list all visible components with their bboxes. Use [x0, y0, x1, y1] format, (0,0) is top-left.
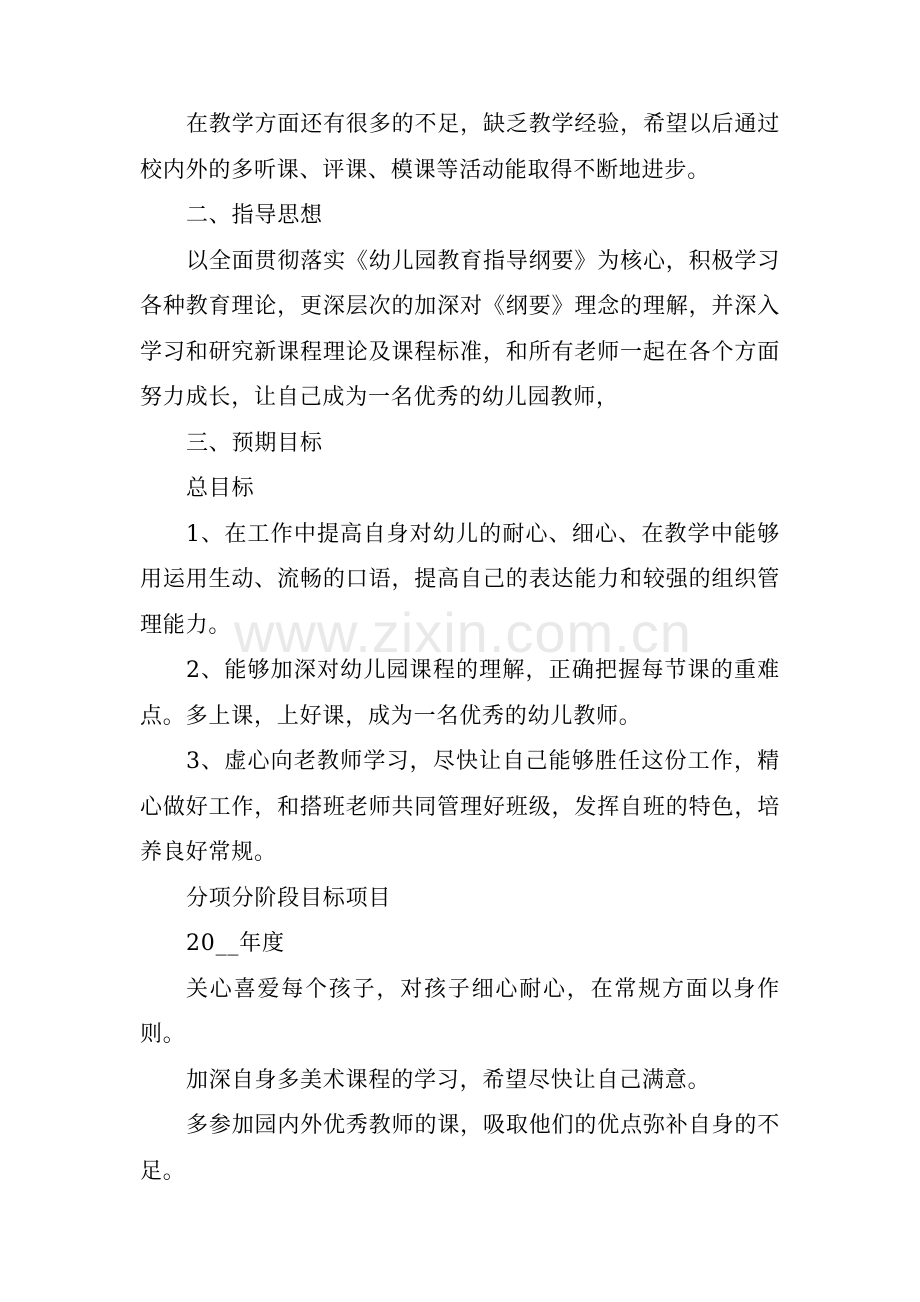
- document-body: [140, 102, 780, 1194]
- phased-goal-2: 加深自身多美术课程的学习，希望尽快让自己满意。: [186, 1067, 711, 1093]
- section-heading-expected-goals: 三、预期目标: [186, 430, 323, 456]
- section-heading-guiding-ideology: 二、指导思想: [186, 203, 323, 228]
- goal-item-1: 1、在工作中提高自身对幼儿的耐心、细心、在教学中能够用运用生动、流畅的口语，提高自己的表达能力和较强的组织管理能力。: [140, 521, 780, 638]
- watermark: www.zixin.com.cn: [234, 601, 692, 664]
- phased-goal-3: 多参加园内外优秀教师的课，吸取他们的优点弥补自身的不足。: [140, 1113, 780, 1184]
- year-label: 20__年度: [186, 931, 285, 956]
- phased-goal-1: 关心喜爱每个孩子，对孩子细心耐心，在常规方面以身作则。: [140, 976, 780, 1047]
- paragraph-intro: 在教学方面还有很多的不足，缺乏教学经验，希望以后通过校内外的多听课、评课、模课等活动能取得不断地进步。: [140, 112, 780, 183]
- paragraph-guiding-ideology: 以全面贯彻落实《幼儿园教育指导纲要》为核心，积极学习各种教育理论，更深层次的加深对《纲要》理念的理解，并深入学习和研究新课程理论及课程标准，和所有老师一起在各个方面努力成长，让自己成为一名优秀的幼儿园教师，: [140, 248, 780, 410]
- subheading-phased-goals: 分项分阶段目标项目: [186, 885, 392, 911]
- goal-item-2: 2、能够加深对幼儿园课程的理解，正确把握每节课的重难点。多上课，上好课，成为一名优秀的幼儿教师。: [140, 658, 780, 729]
- subheading-overall-goal: 总目标: [186, 476, 255, 501]
- goal-item-3: 3、虚心向老教师学习，尽快让自己能够胜任这份工作，精心做好工作，和搭班老师共同管理好班级，发挥自班的特色，培养良好常规。: [140, 749, 780, 865]
